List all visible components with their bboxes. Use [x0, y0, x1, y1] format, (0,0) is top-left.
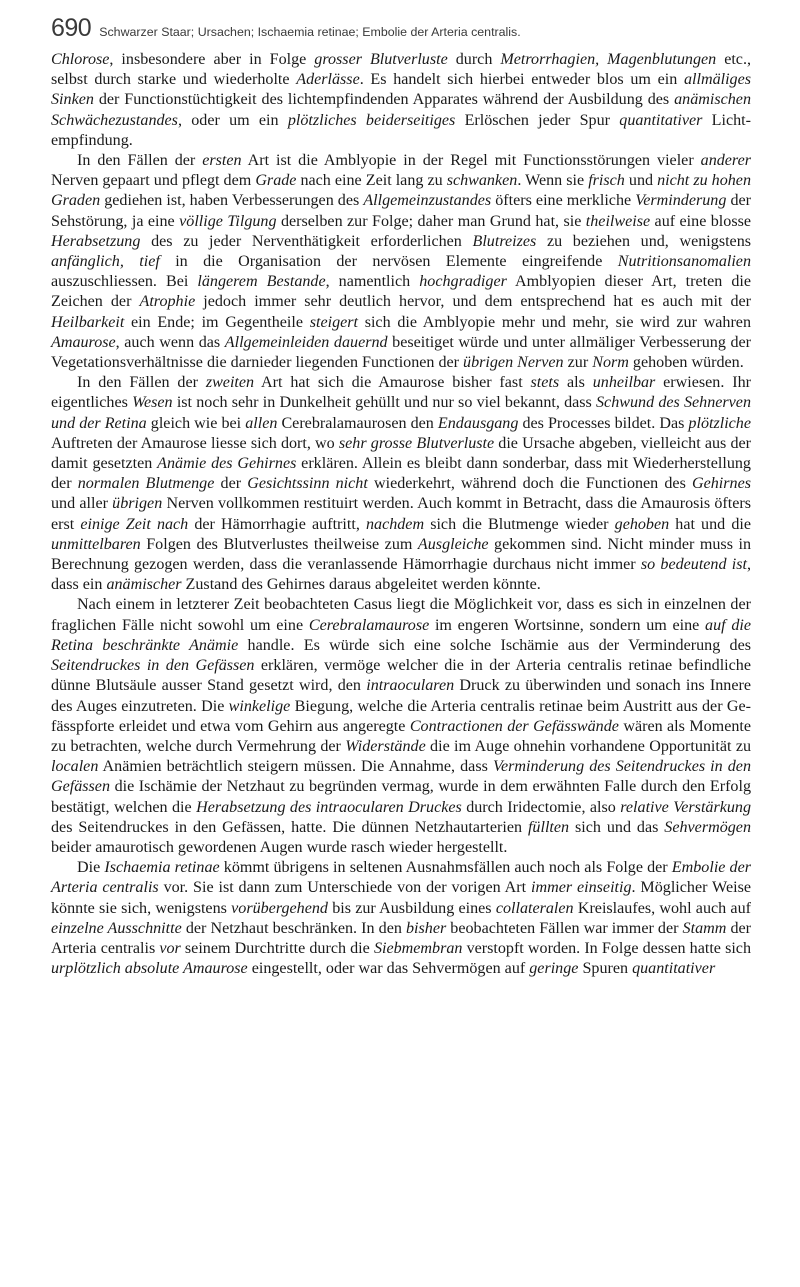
italic-text: Widerstände [345, 737, 426, 755]
italic-text: anderer [700, 152, 751, 170]
italic-text: Ischaemia retinae [104, 859, 220, 877]
italic-text: füllten [527, 818, 570, 836]
italic-text: Ausgleiche [417, 535, 489, 553]
italic-text: allmäliges Sinken [51, 71, 752, 109]
text-run: in die Organisation der nervösen Elemente eingreifende [159, 253, 618, 271]
italic-text: anfänglich, tief [51, 253, 160, 271]
page-number: 690 [51, 14, 92, 42]
italic-text: unheilbar [592, 374, 656, 392]
italic-text: Embolie der Arteria centralis [51, 859, 752, 897]
text-run: Biegung, welche die Arteria centralis retinae beim Austritt aus der Gefässpforte erleidet und etwa vom Gehirn aus angeregte [51, 697, 751, 735]
text-run: In den Fällen der [77, 152, 203, 170]
italic-text: geringe [529, 960, 579, 978]
text-run: gehoben würden. [628, 354, 744, 372]
text-run: , namentlich [325, 273, 420, 291]
text-run: durch [447, 51, 501, 68]
italic-text: frisch [588, 172, 625, 190]
italic-text: Chlorose [51, 51, 110, 68]
italic-text: Herabsetzung [51, 232, 141, 250]
italic-text: immer einseitig [531, 879, 632, 897]
italic-text: unmittelbaren [51, 535, 141, 553]
italic-text: Blutreizes [472, 232, 537, 250]
italic-text: Norm [592, 354, 629, 372]
italic-text: Atrophie [139, 293, 196, 311]
text-run: im engeren Wortsinne, sondern um eine [429, 616, 706, 634]
italic-text: gehoben [614, 515, 670, 533]
text-run: . Wenn sie [517, 172, 589, 190]
text-run: öfters eine merkliche [491, 192, 636, 210]
text-run: der Arteria centralis [51, 919, 751, 957]
italic-text: so bedeutend ist [640, 556, 747, 574]
text-run: Kreislaufes, wohl auch auf [573, 899, 751, 917]
text-run: wiederkehrt, während doch die Functionen des [367, 475, 692, 493]
italic-text: schwanken [446, 172, 518, 190]
text-run: Spuren [578, 960, 633, 978]
italic-text: Siebmembran [373, 939, 463, 957]
text-run: der [214, 475, 248, 493]
italic-text: quantitativer [632, 960, 716, 978]
text-run: des Processes bildet. Das [518, 414, 689, 432]
italic-text: anämischen Schwächezustandes [51, 91, 751, 129]
text-run: eingestellt, oder war das Sehvermögen auf [247, 960, 530, 978]
text-run: Erlöschen jeder Spur [455, 111, 620, 129]
paragraph [51, 373, 751, 595]
text-run: . Möglicher Weise könnte sie sich, wenigstens [51, 879, 751, 917]
paragraph [51, 595, 751, 858]
italic-text: zweiten [205, 374, 255, 392]
text-run: Nerven gepaart und pflegt dem [51, 172, 256, 190]
text-run: ein Ende; im Gegentheile [124, 313, 310, 331]
text-run: nach eine Zeit lang zu [296, 172, 447, 190]
text-run: Cerebralamaurosen den [277, 414, 438, 432]
text-run: des Seitendruckes in den Gefässen, hatte. Die dünnen Netzhautarterien [51, 818, 528, 836]
text-run: Nerven vollkommen restituirt werden. Auch kommt in Betracht, dass die Amaurosis öfters erst [51, 495, 751, 533]
text-run: auf eine blosse [650, 212, 751, 230]
paragraph [51, 50, 751, 151]
italic-text: nachdem [365, 515, 425, 533]
text-run: In den Fällen der [77, 374, 206, 392]
italic-text: Metrorrhagien, Magenblutungen [500, 51, 717, 68]
text-run: sich die Amblyopie mehr und mehr, sie wird zur wahren [358, 313, 751, 331]
running-title: Schwarzer Staar; Ursachen; Ischaemia retinae; Embolie der Arteria centralis. [99, 25, 521, 39]
text-run: Zustand des Gehirnes daraus abgeleitet werden könnte. [181, 576, 541, 594]
italic-text: einige Zeit nach [80, 515, 189, 533]
text-run: , insbesondere aber in Folge [109, 51, 315, 68]
italic-text: Gehirnes [691, 475, 751, 493]
text-run: die im Auge ohnehin vorhandene Opportunität zu [425, 737, 752, 755]
body-text [51, 50, 751, 979]
italic-text: relative Verstärkung [620, 798, 752, 816]
text-run: beider amaurotisch gewordenen Augen wurde rasch wieder hergestellt. [51, 838, 508, 856]
text-run: als [559, 374, 593, 392]
text-run: Folgen des Blutverlustes theilweise zum [140, 535, 418, 553]
text-run: kömmt übrigens in seltenen Ausnahmsfällen auch noch als Folge der [219, 859, 672, 877]
italic-text: Wesen [132, 394, 173, 412]
italic-text: anämischer [106, 576, 182, 594]
text-run: der Netzhaut beschränken. In den [181, 919, 406, 937]
text-run: beseitiget würde und unter allmäliger Verbesserung der Vegetationsverhältnisse die darnieder liegenden Functionen der [51, 333, 752, 372]
text-run: hat und die [669, 515, 751, 533]
text-run: Die [77, 859, 105, 877]
italic-text: Endausgang [437, 414, 519, 432]
text-run: gleich wie bei [146, 414, 246, 432]
italic-text: theilweise [585, 212, 651, 230]
text-run: die Ursache abgeben, vielleicht aus der damit gesetzten [51, 434, 751, 473]
italic-text: intraocularen [366, 677, 455, 695]
text-run: Anämien beträchtlich steigern müssen. Die Annahme, dass [98, 758, 493, 776]
text-run: vor. Sie ist dann zum Unterschiede von der vorigen Art [158, 879, 531, 897]
text-run: Art ist die Amblyopie in der Regel mit Functionsstörungen vieler [241, 152, 701, 170]
text-run: des zu jeder Nerventhätigkeit erforderlichen [140, 232, 473, 250]
italic-text: nicht zu hohen Graden [51, 172, 751, 210]
text-run: wären als Momente zu betrachten, welche durch Vermehrung der [51, 717, 752, 755]
text-run: Auftreten der Amaurose liesse sich dort, wo [51, 434, 339, 452]
text-run: . Es handelt sich hierbei entweder blos um ein [359, 71, 684, 89]
italic-text: allen [245, 414, 278, 432]
text-run: der Functionstüchtigkeit des lichtempfindenden Apparates während der Ausbildung des [93, 91, 675, 109]
italic-text: collateralen [495, 899, 574, 917]
text-run: verstopft worden. In Folge dessen hatte sich [462, 939, 751, 957]
italic-text: auf die Retina beschränkte Anämie [51, 616, 751, 654]
italic-text: steigert [309, 313, 358, 331]
italic-text: übrigen Nerven [463, 354, 564, 372]
text-run: die Ischämie der Netzhaut zu begründen vermag, wurde in dem erwähnten Falle durch den Erfolg bestätigt, welchen die [51, 778, 751, 816]
italic-text: Anämie des Gehirnes [157, 455, 297, 473]
italic-text: Cerebralamaurose [308, 616, 430, 634]
italic-text: vorübergehend [231, 899, 328, 917]
text-run: zur [563, 354, 593, 372]
text-run: durch Iridectomie, also [461, 798, 621, 816]
book-page [51, 14, 751, 979]
text-run: gediehen ist, haben Verbesserungen des [100, 192, 364, 210]
italic-text: ersten [202, 152, 242, 170]
text-run: der Sehstörung, ja eine [51, 192, 751, 230]
text-run: erklären, vermöge welcher die in der Arteria centralis retinae befindliche dünne Blutsäule ausser Stand gesetzt wird, den [51, 657, 751, 695]
text-run: Art hat sich die Amaurose bisher fast [254, 374, 531, 392]
italic-text: übrigen [112, 495, 163, 513]
text-run: und [624, 172, 658, 190]
italic-text: plötzliche [688, 414, 751, 432]
italic-text: bisher [405, 919, 447, 937]
text-run: auszuschliessen. Bei [51, 273, 198, 291]
italic-text: Herabsetzung des intraocularen Druckes [196, 798, 462, 816]
text-run: , oder um ein [177, 111, 288, 129]
text-run: der Hämorrhagie auftritt, [188, 515, 366, 533]
text-run: bis zur Ausbildung eines [327, 899, 496, 917]
text-run: etc., selbst durch starke und wiederholte [51, 51, 751, 89]
italic-text: längerem Bestande [197, 273, 326, 291]
text-run: und aller [51, 495, 113, 513]
paragraph [51, 858, 751, 979]
text-run: gekommen sind. Nicht minder muss in Berechnung gezogen werden, dass die veranlassende Hämorrhagie durchaus nicht immer [51, 535, 752, 574]
italic-text: winkelige [228, 697, 291, 715]
italic-text: Allgemeinleiden dauernd [224, 333, 388, 351]
italic-text: Contractionen der Gefässwände [409, 717, 619, 735]
text-run: erwiesen. Ihr eigentliches [51, 374, 751, 412]
text-run: Nach einem in letzterer Zeit beobachteten Casus liegt die Möglichkeit vor, dass es sich in einzelnen der fraglichen Fälle nicht sowohl um eine [51, 596, 751, 634]
italic-text: Grade [255, 172, 297, 190]
italic-text: sehr grosse Blutverluste [338, 434, 495, 452]
text-run: derselben zur Folge; daher man Grund hat, sie [276, 212, 586, 230]
italic-text: Seitendruckes in den Gefässen [51, 657, 255, 675]
italic-text: normalen Blutmenge [77, 475, 215, 493]
italic-text: Verminderung [635, 192, 727, 210]
text-run: handle. Es würde sich eine solche Ischämie aus der Verminderung des [238, 636, 751, 654]
text-run: , auch wenn das [115, 333, 225, 351]
paragraph [51, 151, 751, 373]
italic-text: localen [51, 758, 99, 776]
text-run: Lichtempfindung. [51, 111, 751, 149]
italic-text: Nutritionsanomalien [617, 253, 751, 271]
italic-text: Sehvermögen [664, 818, 751, 836]
italic-text: Schwund des Sehnerven und der Retina [51, 394, 751, 432]
text-run: ist noch sehr in Dunkelheit gehüllt und nur so viel bekannt, dass [172, 394, 596, 412]
text-run: beobachteten Fällen war immer der [446, 919, 683, 937]
italic-text: hochgradiger [419, 273, 507, 291]
italic-text: Verminderung des Seitendruckes in den Gefässen [51, 758, 751, 796]
italic-text: Heilbarkeit [51, 313, 125, 331]
italic-text: quantitativer [619, 111, 703, 129]
italic-text: einzelne Ausschnitte [51, 919, 182, 937]
italic-text: urplötzlich absolute Amaurose [51, 960, 248, 978]
italic-text: vor [159, 939, 181, 957]
text-run: sich und das [569, 818, 665, 836]
text-run: Amblyopien dieser Art, treten die Zeichen der [51, 273, 751, 311]
italic-text: plötzliches beiderseitiges [287, 111, 456, 129]
italic-text: völlige Tilgung [179, 212, 277, 230]
text-run: Druck zu überwinden und sonach ins Innere des Auges einzutreten. Die [51, 677, 751, 715]
italic-text: grosser Blutverluste [314, 51, 448, 68]
text-run: zu beziehen und, wenigstens [536, 232, 752, 250]
text-run: sich die Blutmenge wieder [424, 515, 615, 533]
italic-text: Amaurose [51, 333, 116, 351]
running-head [51, 14, 751, 42]
text-run: seinem Durchtritte durch die [180, 939, 374, 957]
italic-text: Aderlässe [296, 71, 360, 89]
italic-text: Stamm [682, 919, 727, 937]
text-run: jedoch immer sehr deutlich hervor, und dem entsprechend hat es auch mit der [195, 293, 751, 311]
text-run: , dass ein [51, 556, 751, 594]
text-run: erklären. Allein es bleibt dann sonderbar, dass mit Wiederherstellung der [51, 455, 751, 493]
italic-text: Gesichtssinn nicht [247, 475, 368, 493]
italic-text: stets [530, 374, 560, 392]
italic-text: Allgemeinzustandes [363, 192, 492, 210]
